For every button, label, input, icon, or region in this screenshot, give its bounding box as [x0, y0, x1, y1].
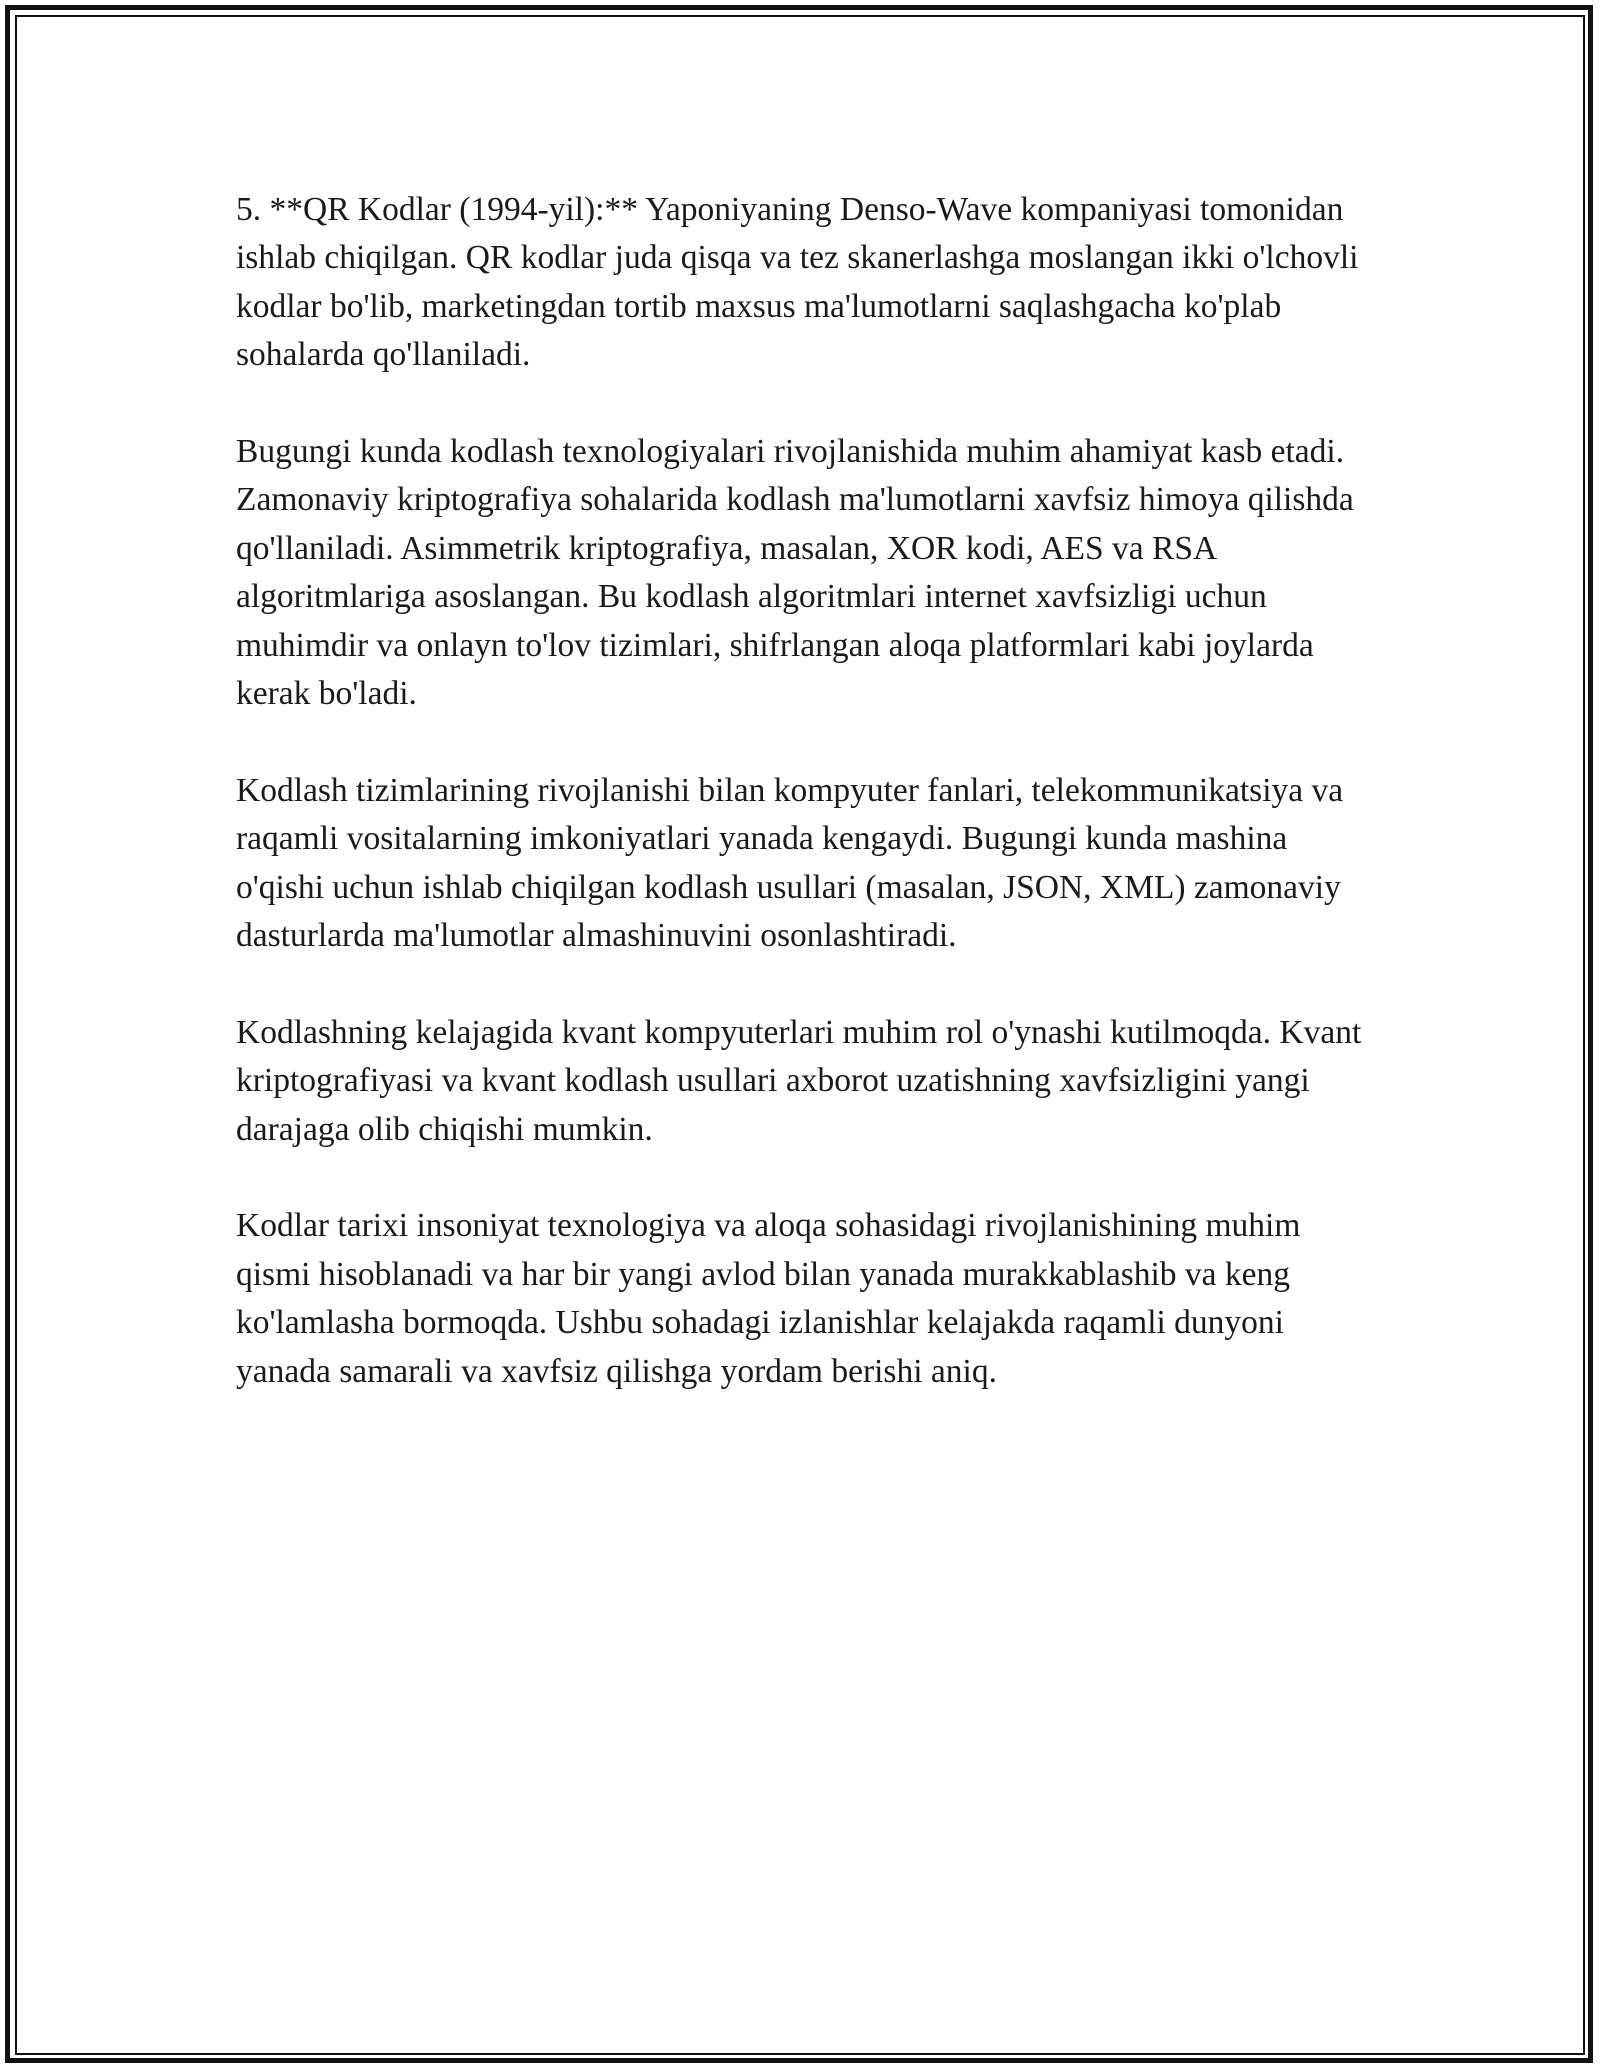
paragraph-cryptography: Bugungi kunda kodlash texnologiyalari rivojlanishida muhim ahamiyat kasb etadi. Zamonaviy kriptografiya sohalarida kodlash ma'lumotlarni xavfsiz himoya qilishda qo'llaniladi. Asimmetrik kriptografiya, masalan, XOR kodi, AES va RSA algoritmlariga asoslangan. Bu kodlash algoritmlari internet xavfsizligi uchun muhimdir va onlayn to'lov tizimlari, shifrlangan aloqa platformlari kabi joylarda kerak bo'ladi.: [236, 433, 1354, 713]
paragraph-history: Kodlar tarixi insoniyat texnologiya va aloqa sohasidagi rivojlanishining muhim qismi hisoblanadi va har bir yangi avlod bilan yanada murakkablashib va keng ko'lamlasha bormoqda. Ushbu sohadagi izlanishlar kelajakda raqamli dunyoni yanada samarali va xavfsiz qilishga yordam berishi aniq.: [236, 1207, 1301, 1390]
paragraph-quantum: Kodlashning kelajagida kvant kompyuterlari muhim rol o'ynashi kutilmoqda. Kvant kriptografiyasi va kvant kodlash usullari axborot uzatishning xavfsizligini yangi darajaga olib chiqishi mumkin.: [236, 1013, 1362, 1148]
document-body: [236, 186, 1376, 1444]
paragraph-coding-systems: Kodlash tizimlarining rivojlanishi bilan kompyuter fanlari, telekommunikatsiya va raqamli vositalarning imkoniyatlari yanada kengaydi. Bugungi kunda mashina o'qishi uchun ishlab chiqilgan kodlash usullari (masalan, JSON, XML) zamonaviy dasturlarda ma'lumotlar almashinuvini osonlashtiradi.: [236, 771, 1344, 955]
paragraph-qr-codes: 5. **QR Kodlar (1994-yil):** Yaponiyaning Denso-Wave kompaniyasi tomonidan ishlab chiqilgan. QR kodlar juda qisqa va tez skanerlashga moslangan ikki o'lchovli kodlar bo'lib, marketingdan tortib maxsus ma'lumotlarni saqlashgacha ko'plab sohalarda qo'llaniladi.: [236, 191, 1359, 374]
